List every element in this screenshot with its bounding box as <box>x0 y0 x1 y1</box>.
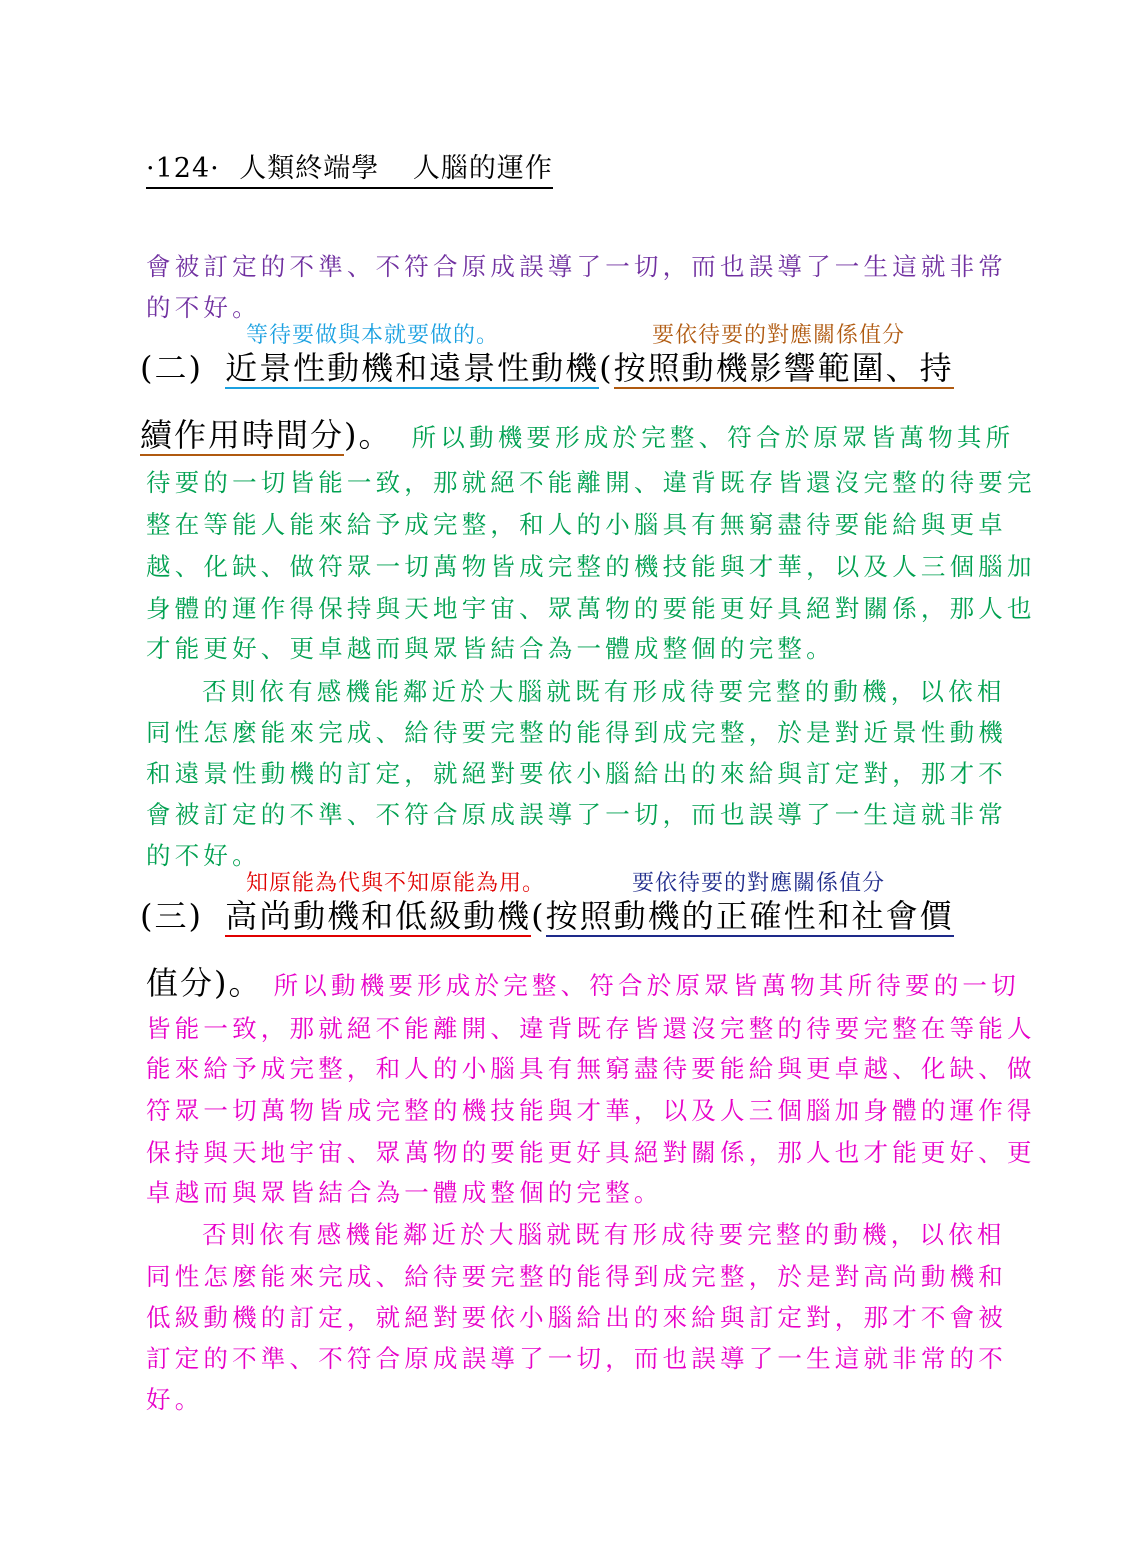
section2-paren-open: ( <box>599 349 614 387</box>
section3-para1-line-6: 卓越而與眾皆結合為一體成整個的完整。 <box>146 1178 663 1207</box>
section2-para2-line-2: 同性怎麼能來完成、給待要完整的能得到成完整，於是對近景性動機 <box>146 718 1007 747</box>
section3-para1-line-5: 保持與天地宇宙、眾萬物的要能更好具絕對關係，那人也才能更好、更 <box>146 1138 1036 1167</box>
section2-heading <box>140 343 954 389</box>
section3-classification-2: 值分 <box>146 964 215 1002</box>
section3-para1-line-4: 符眾一切萬物皆成完整的機技能與才華，以及人三個腦加身體的運作得 <box>146 1096 1036 1125</box>
section2-para2-line-5: 的不好。 <box>146 841 261 870</box>
section3-para1-line-2: 皆能一致，那就絕不能離開、違背既存皆還沒完整的待要完整在等能人 <box>146 1014 1036 1043</box>
section2-para1-line-5: 身體的運作得保持與天地宇宙、眾萬物的要能更好具絕對關係，那人也 <box>146 594 1036 623</box>
page-header <box>146 146 553 189</box>
section2-classification-1: 按照動機影響範圍、持 <box>613 349 954 387</box>
section2-paren-close: )。 <box>344 416 393 454</box>
section3-para1-line-3: 能來給予成完整，和人的小腦具有無窮盡待要能給與更卓越、化缺、做 <box>146 1054 1036 1083</box>
section3-para2-line-3: 低級動機的訂定，就絕對要依小腦給出的來給與訂定對，那才不會被 <box>146 1303 1007 1332</box>
section2-para1-line-2: 待要的一切皆能一致，那就絕不能離開、違背既存皆還沒完整的待要完 <box>146 468 1036 497</box>
section3-para1-line-1 <box>146 958 1020 1004</box>
section3-number: (三) <box>140 897 203 935</box>
section2-title: 近景性動機和遠景性動機 <box>225 349 600 387</box>
top-para-line-2: 的不好。 <box>146 293 261 322</box>
section2-para2-line-4: 會被訂定的不準、不符合原成誤導了一切，而也誤導了一生這就非常 <box>146 800 1007 829</box>
section2-classification-2: 續作用時間分 <box>140 416 345 454</box>
section2-number: (二) <box>140 349 203 387</box>
section3-paren-open: ( <box>531 897 546 935</box>
section3-para2-line-2: 同性怎麼能來完成、給待要完整的能得到成完整，於是對高尚動機和 <box>146 1262 1007 1291</box>
top-para-line-1: 會被訂定的不準、不符合原成誤導了一切，而也誤導了一生這就非常 <box>146 252 1007 281</box>
section2-annotation-right: 要依待要的對應關係值分 <box>652 323 906 348</box>
section3-annotation-right: 要依待要的對應關係值分 <box>632 871 886 896</box>
book-title: 人類終端學 <box>239 153 380 184</box>
section2-para1-text-1: 所以動機要形成於完整、符合於原眾皆萬物其所 <box>411 423 1015 452</box>
section2-para1-line-4: 越、化缺、做符眾一切萬物皆成完整的機技能與才華，以及人三個腦加 <box>146 552 1036 581</box>
section2-annotation-left: 等待要做與本就要做的。 <box>246 323 500 348</box>
section2-para1-line-1 <box>140 410 1014 456</box>
page-number: ·124· <box>146 153 220 184</box>
section3-annotation-left: 知原能為代與不知原能為用。 <box>246 871 546 896</box>
section3-title: 高尚動機和低級動機 <box>225 897 532 935</box>
section3-paren-close: )。 <box>214 964 263 1002</box>
chapter-title: 人腦的運作 <box>412 153 553 184</box>
section3-para2-line-4: 訂定的不準、不符合原成誤導了一切，而也誤導了一生這就非常的不 <box>146 1344 1007 1373</box>
section3-para1-text-1: 所以動機要形成於完整、符合於原眾皆萬物其所待要的一切 <box>273 971 1020 1000</box>
section2-para2-line-1: 否則依有感機能鄰近於大腦就既有形成待要完整的動機，以依相 <box>202 677 1006 706</box>
section3-para2-line-1: 否則依有感機能鄰近於大腦就既有形成待要完整的動機，以依相 <box>202 1220 1006 1249</box>
section2-para1-line-3: 整在等能人能來給予成完整，和人的小腦具有無窮盡待要能給與更卓 <box>146 510 1007 539</box>
section3-heading <box>140 891 954 937</box>
section2-para2-line-3: 和遠景性動機的訂定，就絕對要依小腦給出的來給與訂定對，那才不 <box>146 759 1007 788</box>
section3-classification-1: 按照動機的正確性和社會價 <box>545 897 954 935</box>
section3-para2-line-5: 好。 <box>146 1385 204 1414</box>
section2-para1-line-6: 才能更好、更卓越而與眾皆結合為一體成整個的完整。 <box>146 634 835 663</box>
